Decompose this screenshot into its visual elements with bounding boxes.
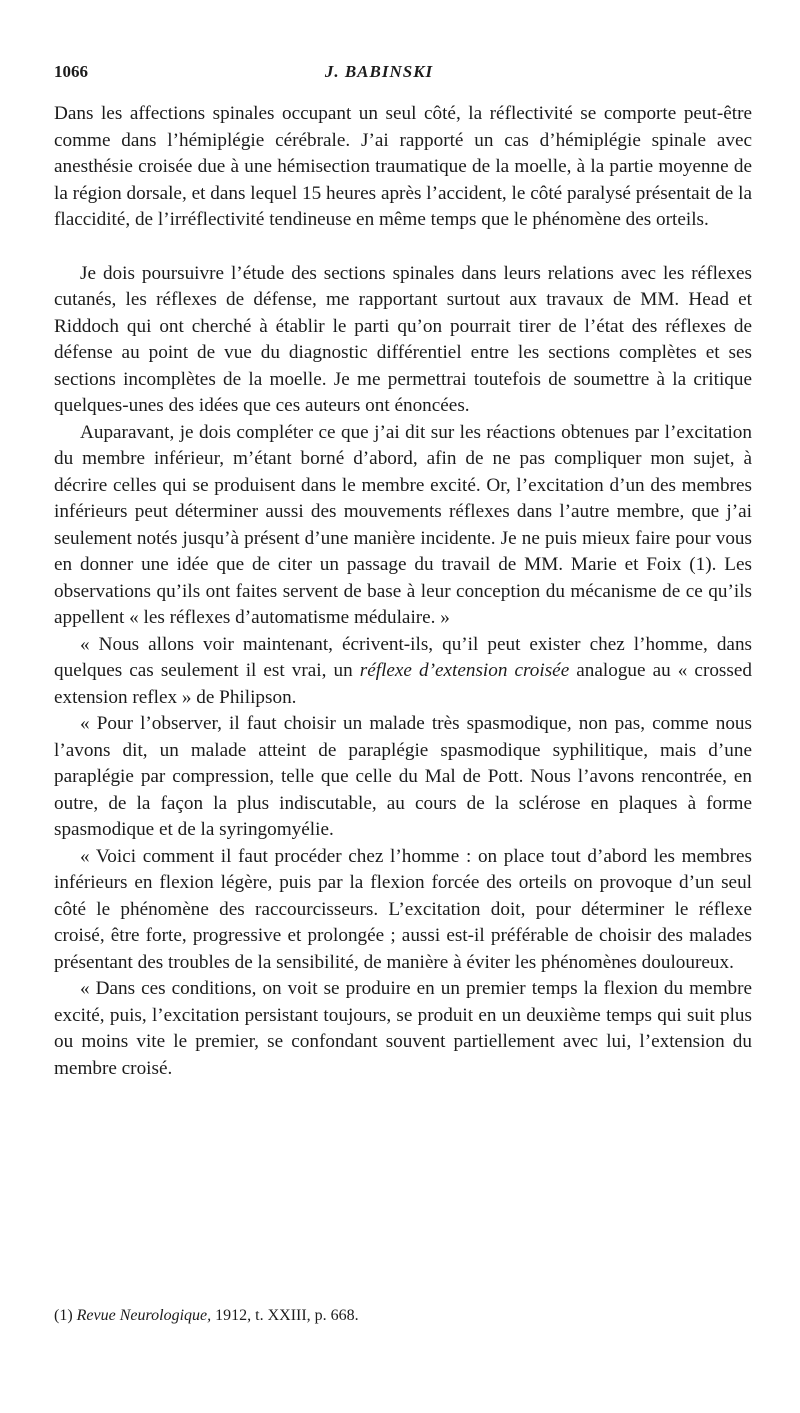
book-page bbox=[54, 0, 752, 1413]
paragraph: « Voici comment il faut procéder chez l’homme : on place tout d’abord les membres inférieurs en flexion légère, puis par la flexion forcée des orteils on provoque d’un seul côté le phénomène des raccourcisseurs. L’excitation doit, pour déterminer le réflexe croisé, être forte, progressive et prolongée ; aussi est-il préférable de choisir des malades présentant des troubles de la sensibilité, de manière à éviter les phénomènes douloureux. bbox=[54, 845, 752, 973]
paragraph: « Dans ces conditions, on voit se produire en un premier temps la flexion du membre excité, puis, l’excitation persistant toujours, se produit en un deuxième temps qui suit plus ou moins vite le premier, se confondant souvent partiellement avec lui, l’extension du membre croisé. bbox=[54, 978, 752, 1079]
paragraph: « Pour l’observer, il faut choisir un malade très spasmodique, non pas, comme nous l’avons dit, un malade atteint de paraplégie spasmodique syphilitique, mais d’une paraplégie par compression, telle que celle du Mal de Pott. Nous l’avons rencontrée, en outre, de la façon la plus indiscutable, au cours de la sclérose en plaques à forme spasmodique et de la syringomyélie. bbox=[54, 713, 752, 840]
quote-text: « Nous allons voir maintenant, écrivent-ils, qu’il peut exister chez l’homme, dans quelques cas seulement il est vrai, un bbox=[54, 633, 752, 681]
footnote-details: 1912, t. XXIII, p. 668. bbox=[215, 1307, 359, 1324]
paragraph-with-emphasis bbox=[54, 632, 752, 712]
footnote-journal: Revue Neurologique, bbox=[76, 1307, 212, 1324]
paragraph: Dans les affections spinales occupant un seul côté, la réflectivité se comporte peut-être comme dans l’hémiplégie cérébrale. J’ai rapporté un cas d’hémiplégie spinale avec anesthésie croisée due à une hémisection traumatique de la moelle, à la partie moyenne de la région dorsale, et dans lequel 15 heures après l’accident, le côté paralysé présentait de la flaccidité, de l’irréflectivité tendineuse en même temps que le phénomène des orteils. bbox=[54, 103, 752, 230]
running-title: J. BABINSKI bbox=[324, 62, 434, 81]
paragraph: Je dois poursuivre l’étude des sections spinales dans leurs relations avec les réflexes cutanés, les réflexes de défense, me rapportant surtout aux travaux de MM. Head et Riddoch qui ont cherché à établir le parti qu’on pourrait tirer de l’état des réflexes de défense au point de vue du diagnostic différentiel entre les sections complètes et ses sections incomplètes de la moelle. Je me permettrai toutefois de soumettre à la critique quelques-unes des idées que ces auteurs ont énoncées. bbox=[54, 262, 752, 416]
main-text bbox=[54, 101, 752, 1082]
page-header bbox=[54, 62, 752, 86]
quote-text: analogue au « crossed extension reflex » de Philipson. bbox=[54, 660, 752, 708]
footnote-marker: (1) bbox=[54, 1307, 73, 1324]
emphasized-term: réflexe d’extension croisée bbox=[359, 660, 570, 681]
paragraph: Auparavant, je dois compléter ce que j’ai dit sur les réactions obtenues par l’excitation du membre inférieur, m’étant borné d’abord, afin de ne pas compliquer mon sujet, à décrire celles qui se produisent dans le membre excité. Or, l’excitation d’un des membres inférieurs peut déterminer aussi des mouvements réflexes dans l’autre membre, que j’ai seulement notés jusqu’à présent d’une manière incidente. Je ne puis mieux faire pour vous en donner une idée que de citer un passage du travail de MM. Marie et Foix (1). Les observations qu’ils ont faites servent de base à leur conception du mécanisme de ce qu’ils appellent « les réflexes d’automatisme médulaire. » bbox=[54, 421, 752, 628]
footnote bbox=[54, 1306, 752, 1326]
page-number: 1066 bbox=[54, 62, 88, 81]
